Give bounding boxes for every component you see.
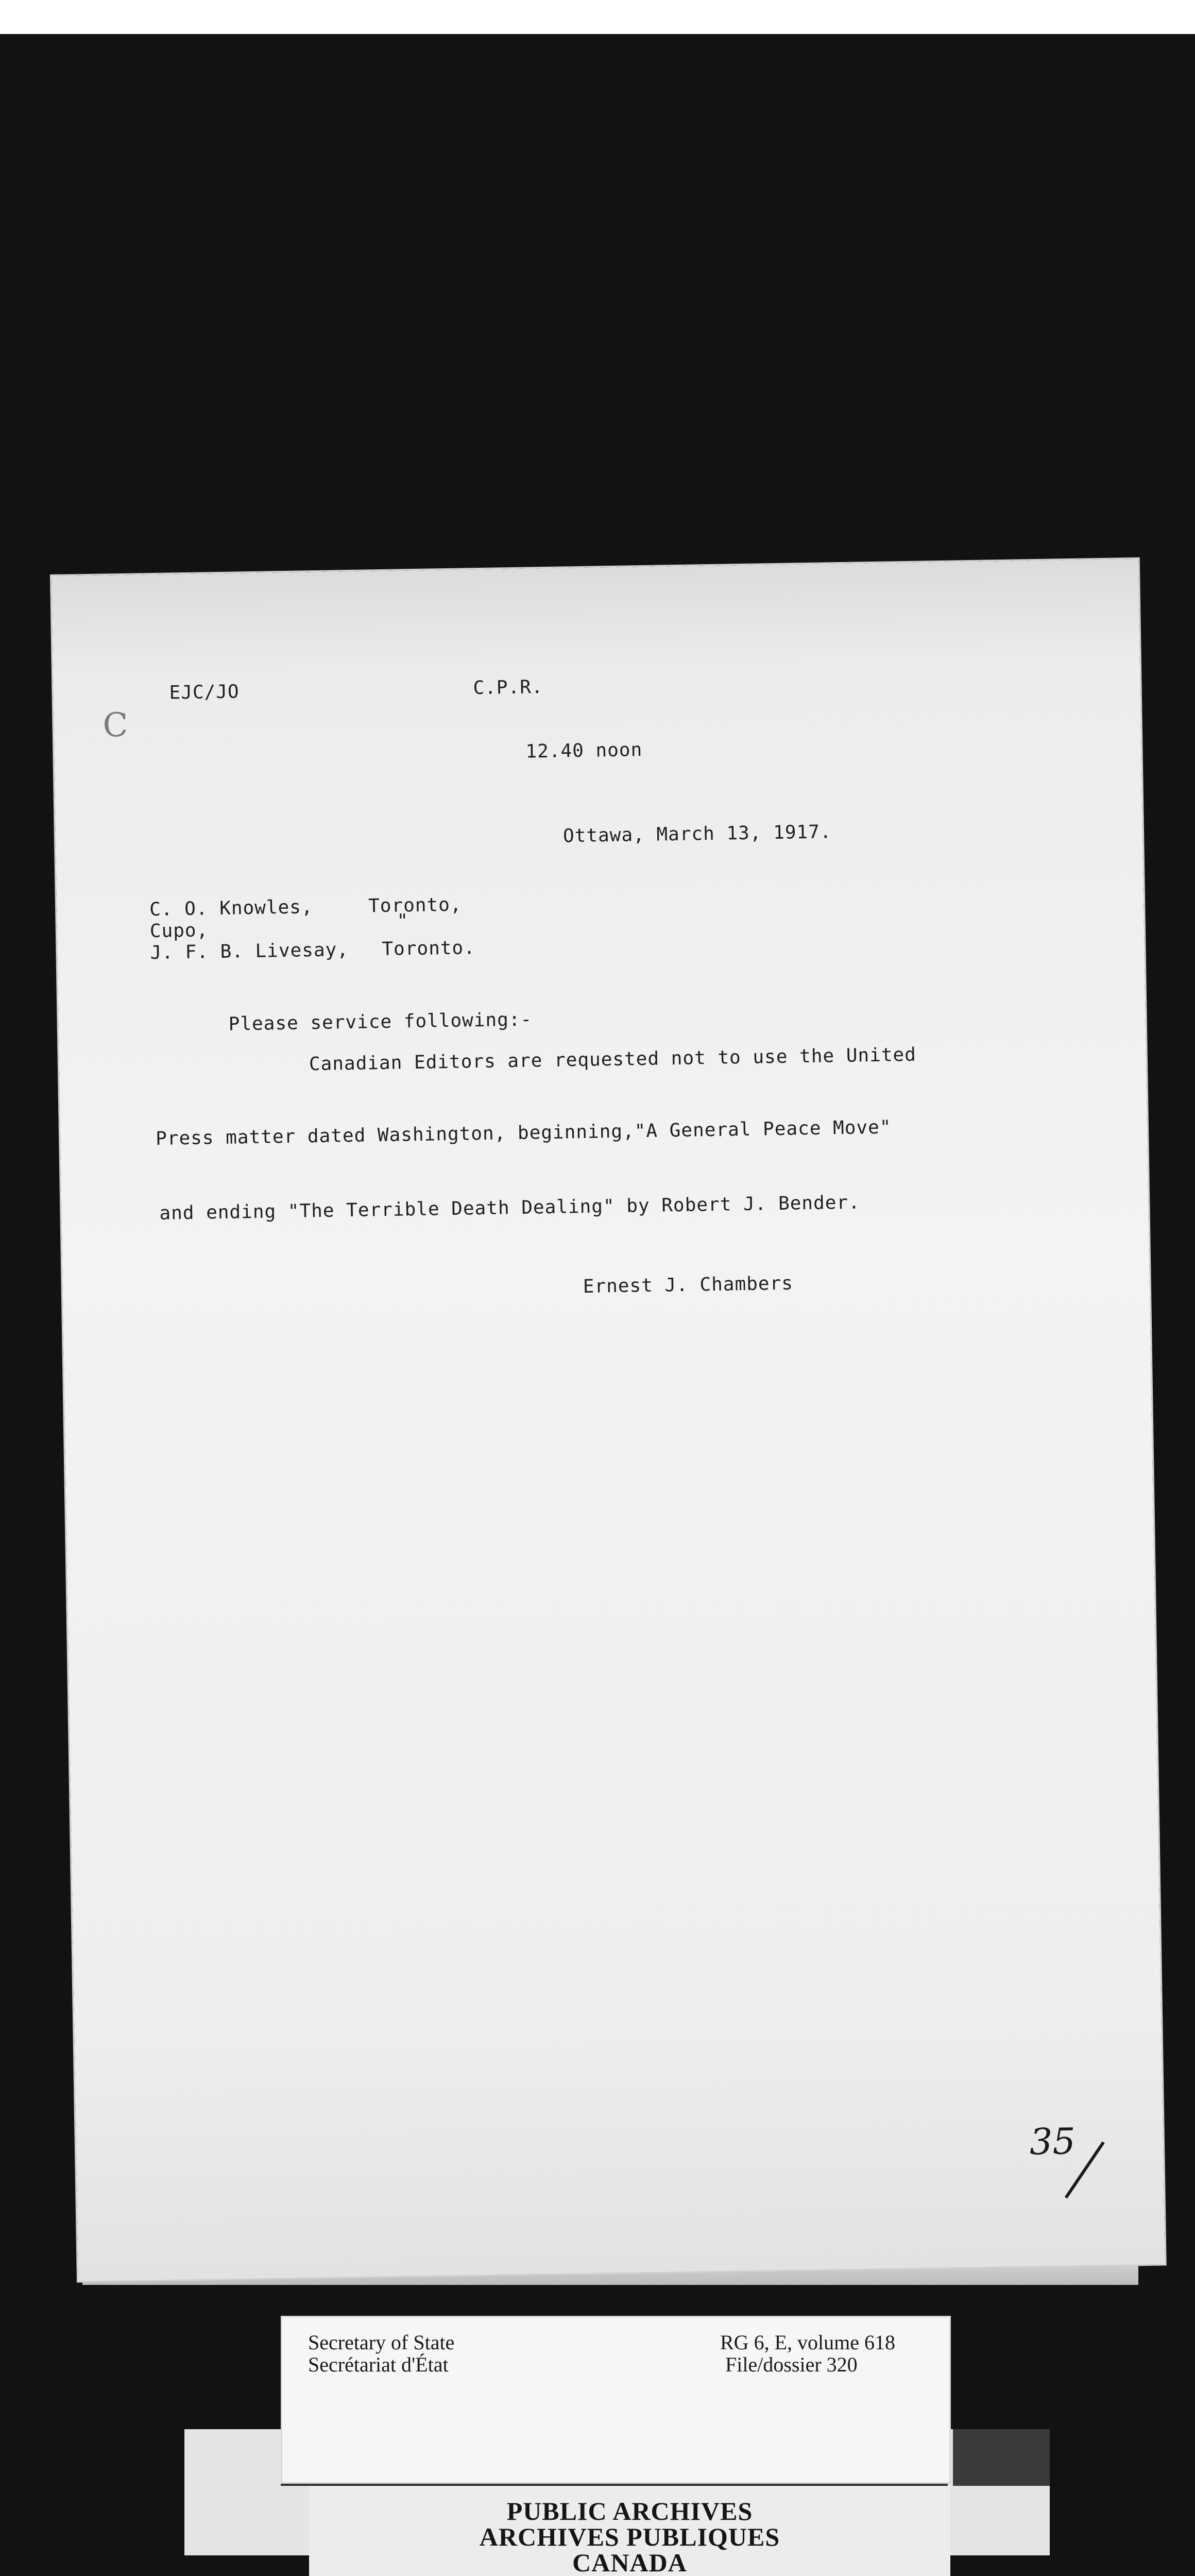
department-fr: Secrétariat d'État [308, 2353, 449, 2376]
body-line: Canadian Editors are requested not to use the United [309, 1044, 917, 1075]
carrier: C.P.R. [473, 676, 543, 699]
salutation: Please service following:- [228, 1009, 533, 1035]
telegram-sheet [52, 559, 1165, 2281]
department-en: Secretary of State [308, 2331, 455, 2354]
recipient-city: Toronto, [368, 894, 462, 917]
body-line: and ending "The Terrible Death Dealing" by Robert J. Bender. [159, 1192, 861, 1224]
volume-reference: RG 6, E, volume 618 [720, 2331, 895, 2354]
dispatch-time: 12.40 noon [525, 739, 643, 762]
stamp-line-3: CANADA [572, 2548, 687, 2576]
stamp-line-2: ARCHIVES PUBLIQUES [479, 2522, 780, 2551]
file-reference: File/dossier 320 [725, 2353, 858, 2376]
reference-initials: EJC/JO [169, 681, 240, 704]
recipient-name: J. F. B. Livesay, [150, 939, 349, 964]
recipient-name: Cupo, [149, 920, 209, 942]
stamp-line-1: PUBLIC ARCHIVES [506, 2497, 753, 2526]
body-line: Press matter dated Washington, beginning,"A General Peace Move" [155, 1116, 892, 1149]
top-white-strip [0, 0, 1195, 34]
recipient-city: " [397, 910, 409, 932]
signature: Ernest J. Chambers [583, 1273, 794, 1297]
recipient-name: C. O. Knowles, [149, 896, 313, 921]
margin-mark: C [102, 706, 129, 745]
recipient-city: Toronto. [382, 937, 476, 960]
archive-stamp [309, 2486, 950, 2576]
folio-number: 35 [1029, 2120, 1076, 2163]
place-date: Ottawa, March 13, 1917. [562, 821, 832, 847]
stamp-shadow-right [953, 2429, 1050, 2486]
archive-reference-card [281, 2316, 951, 2484]
